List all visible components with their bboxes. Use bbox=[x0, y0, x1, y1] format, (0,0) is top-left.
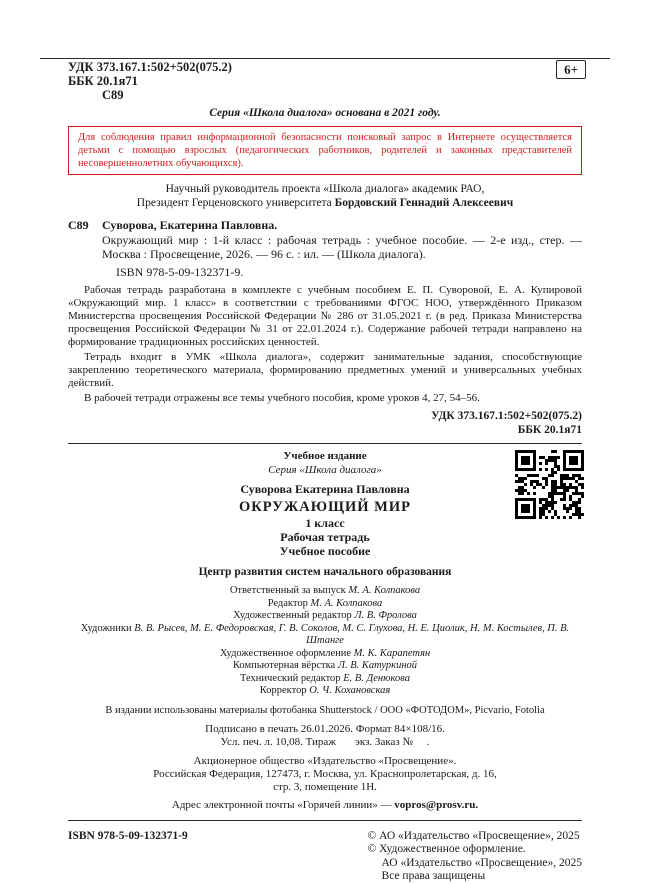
imprint-author: Суворова Екатерина Павловна bbox=[240, 482, 410, 496]
credit-person: Е. В. Денюкова bbox=[343, 672, 410, 684]
hotline-email bbox=[68, 799, 582, 812]
credit-role: Художники bbox=[80, 622, 135, 634]
credit-line bbox=[68, 585, 582, 598]
credit-person: М. А. Колпакова bbox=[310, 597, 383, 609]
credit-role: Компьютерная вёрстка bbox=[232, 660, 338, 671]
credit-line bbox=[68, 648, 582, 661]
edition-type: Учебное издание bbox=[283, 450, 367, 462]
top-divider bbox=[40, 58, 610, 59]
credit-role: Технический редактор bbox=[240, 672, 344, 684]
publisher-info bbox=[68, 755, 582, 794]
development-center: Центр развития систем начального образования bbox=[198, 566, 452, 578]
project-supervisor-note bbox=[68, 182, 582, 210]
page-footer bbox=[68, 830, 582, 884]
credit-person: М. К. Карапетян bbox=[353, 647, 431, 659]
bbk-number: ББК 20.1я71 bbox=[68, 74, 138, 88]
annotation-paragraph-1: Рабочая тетрадь разработана в комплекте с учебным пособием Е. П. Суворовой, Е. А. Купировой «Окружающий мир. 1 класс» в соответствии с требованиями ФГОС НОО, утверждённого Приказом Министерства просвещения Российской Федерации № 286 от 31.05.2021 г. (в ред. Приказа Министерства просвещения Российской Федерации № 31 от 22.01.2024 г.). Содержание рабочей тетради направлено на формирование традиционных российских ценностей. bbox=[68, 284, 582, 348]
copyright-line: © АО «Издательство «Просвещение», 2025 bbox=[367, 829, 580, 842]
credit-line bbox=[68, 685, 582, 698]
bibliographic-entry bbox=[68, 218, 582, 279]
photo-credit: В издании использованы материалы фотобанка Shutterstock / ООО «ФОТОДОМ», Picvario, Fotolia bbox=[105, 704, 545, 716]
bib-body bbox=[102, 218, 582, 279]
credit-person: О. Ч. Кохановская bbox=[309, 685, 391, 696]
book-title: ОКРУЖАЮЩИЙ МИР bbox=[239, 499, 411, 515]
publisher-line-2: Российская Федерация, 127473, г. Москва, ул. Краснопролетарская, д. 16, bbox=[153, 767, 497, 780]
credit-role: Редактор bbox=[267, 597, 311, 609]
print-info bbox=[68, 723, 582, 749]
supervisor-role: Президент Герценовского университета bbox=[136, 197, 335, 209]
udk-number: УДК 373.167.1:502+502(075.2) bbox=[68, 60, 232, 74]
credit-line bbox=[68, 598, 582, 611]
copyright-line: © Художественное оформление. bbox=[367, 843, 526, 855]
credit-person: М. А. Колпакова bbox=[348, 585, 421, 596]
imprint-block bbox=[68, 450, 582, 812]
udk-bottom: УДК 373.167.1:502+502(075.2) bbox=[431, 410, 582, 422]
supervisor-name: Бордовский Геннадий Алексеевич bbox=[334, 197, 514, 209]
grade-level: 1 класс bbox=[305, 516, 345, 530]
middle-divider bbox=[68, 443, 582, 444]
classification-code: С89 bbox=[102, 88, 124, 102]
bib-description: Окружающий мир : 1-й класс : рабочая тетрадь : учебное пособие. — 2-е изд., стер. — Москва : Просвещение, 2026. — 96 с. : ил. — (Школа диалога). bbox=[102, 232, 582, 261]
hotline-label: Адрес электронной почты «Горячей линии» — bbox=[171, 798, 395, 811]
bib-code: С89 bbox=[68, 218, 89, 232]
bib-author: Суворова, Екатерина Павловна. bbox=[102, 218, 278, 232]
credit-role: Художественное оформление bbox=[219, 647, 354, 659]
credit-role: Художественный редактор bbox=[233, 610, 355, 621]
isbn-line: ISBN 978-5-09-132371-9. bbox=[116, 264, 244, 279]
supervisor-line-1: Научный руководитель проекта «Школа диалога» академик РАО, bbox=[165, 183, 485, 195]
classification-header bbox=[68, 60, 582, 102]
qr-code bbox=[515, 450, 584, 519]
information-safety-notice: Для соблюдения правил информационной безопасности поисковый запрос в Интернете осуществляется детьми с помощью взрослых (педагогических работников, родителей и законных представителей несовершеннолетних обучающихся). bbox=[68, 126, 582, 175]
print-line-1: Подписано в печать 26.01.2026. Формат 84×108/16. bbox=[205, 722, 445, 735]
age-rating-badge: 6+ bbox=[556, 60, 586, 79]
print-line-2: Усл. печ. л. 10,08. Тираж экз. Заказ № . bbox=[220, 735, 430, 748]
credit-person: Л. В. Фролова bbox=[354, 610, 417, 621]
credit-line bbox=[68, 610, 582, 623]
footer-isbn: ISBN 978-5-09-132371-9 bbox=[68, 829, 188, 842]
bbk-bottom: ББК 20.1я71 bbox=[517, 424, 582, 436]
bottom-divider bbox=[68, 820, 582, 821]
series-founding-note: Серия «Школа диалога» основана в 2021 году. bbox=[209, 107, 441, 119]
annotation-block bbox=[68, 284, 582, 405]
credit-person: Л. В. Катуркиной bbox=[337, 660, 418, 671]
classification-footer bbox=[68, 409, 582, 437]
copyright-line: АО «Издательство «Просвещение», 2025 bbox=[381, 856, 582, 869]
credit-line bbox=[68, 623, 582, 648]
credit-person: В. В. Рысев, М. Е. Федоровская, Г. В. Соколов, М. С. Глухова, Н. Е. Циолик, Н. М. Костылев, П. В. Штанге bbox=[134, 622, 570, 646]
copyright-block bbox=[368, 830, 582, 884]
annotation-paragraph-2: Тетрадь входит в УМК «Школа диалога», содержит занимательные задания, способствующие закреплению теоретического материала, формированию предметных умений и универсальных учебных действий. bbox=[68, 351, 582, 389]
credit-line bbox=[68, 660, 582, 673]
copyright-line: Все права защищены bbox=[381, 870, 486, 882]
book-kind: Учебное пособие bbox=[279, 544, 371, 558]
publisher-line-3: стр. 3, помещение 1Н. bbox=[273, 780, 377, 793]
credit-role: Ответственный за выпуск bbox=[229, 585, 349, 596]
book-subtitle: Рабочая тетрадь bbox=[280, 530, 370, 544]
hotline-address: vopros@prosv.ru. bbox=[394, 798, 479, 811]
credit-role: Корректор bbox=[259, 685, 310, 696]
credit-line bbox=[68, 673, 582, 686]
series-name: Серия «Школа диалога» bbox=[268, 464, 382, 476]
publisher-line-1: Акционерное общество «Издательство «Просвещение». bbox=[193, 754, 457, 767]
supervisor-line-2 bbox=[68, 196, 582, 210]
annotation-paragraph-3: В рабочей тетради отражены все темы учебного пособия, кроме уроков 4, 27, 54–56. bbox=[84, 392, 480, 404]
credits-list bbox=[68, 585, 582, 698]
